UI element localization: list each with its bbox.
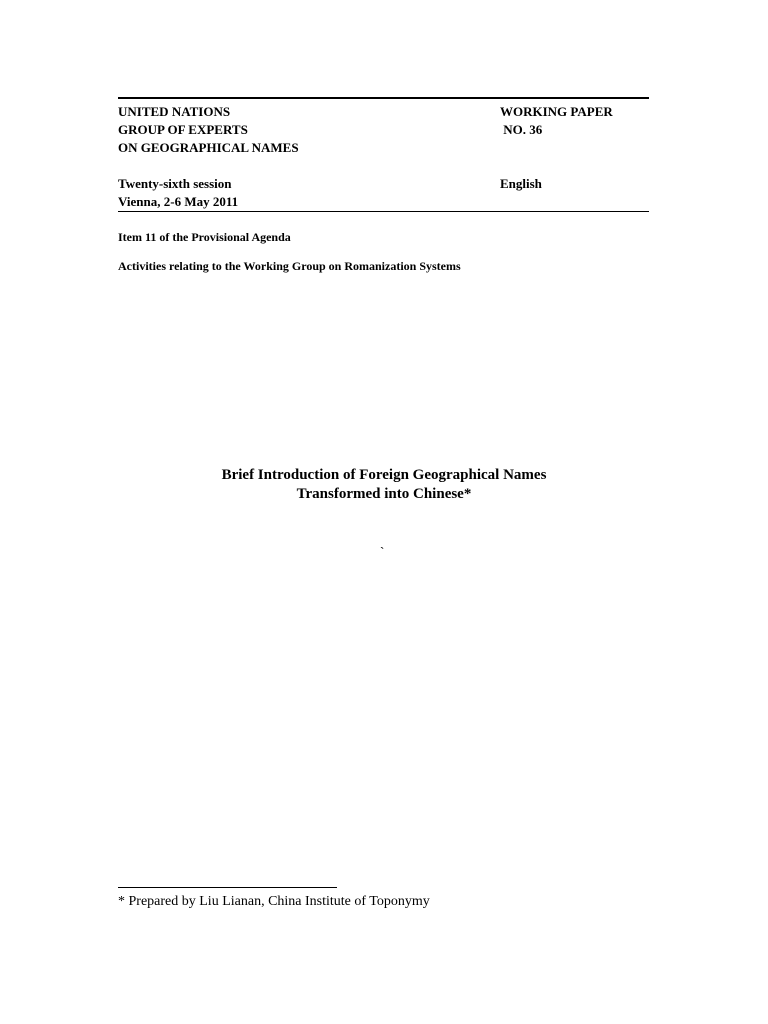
header-location: Vienna, 2-6 May 2011	[118, 194, 239, 209]
header-doc-number: NO. 36	[500, 122, 543, 137]
header-document-id	[500, 103, 613, 139]
header-doc-type: WORKING PAPER	[500, 104, 613, 119]
agenda-item: Item 11 of the Provisional Agenda	[118, 230, 291, 244]
footnote-separator	[118, 887, 337, 888]
header-session: Twenty-sixth session	[118, 176, 232, 191]
header-org-line-1: UNITED NATIONS	[118, 104, 231, 119]
agenda-activity: Activities relating to the Working Group on Romanization Systems	[118, 259, 461, 273]
header-top-rule	[118, 97, 649, 99]
header-org-line-3: ON GEOGRAPHICAL NAMES	[118, 140, 299, 155]
header-language: English	[500, 176, 542, 191]
header-bottom-rule	[118, 211, 649, 212]
header-session-info	[118, 175, 238, 211]
stray-backtick-mark: `	[380, 544, 385, 559]
title-line-1: Brief Introduction of Foreign Geographical Names	[221, 467, 547, 483]
header-org-line-2: GROUP OF EXPERTS	[118, 122, 248, 137]
title-line-2: Transformed into Chinese*	[296, 486, 472, 502]
document-title	[0, 466, 768, 504]
header-organization	[118, 103, 299, 157]
footnote-text: * Prepared by Liu Lianan, China Institute of Toponymy	[118, 894, 430, 909]
